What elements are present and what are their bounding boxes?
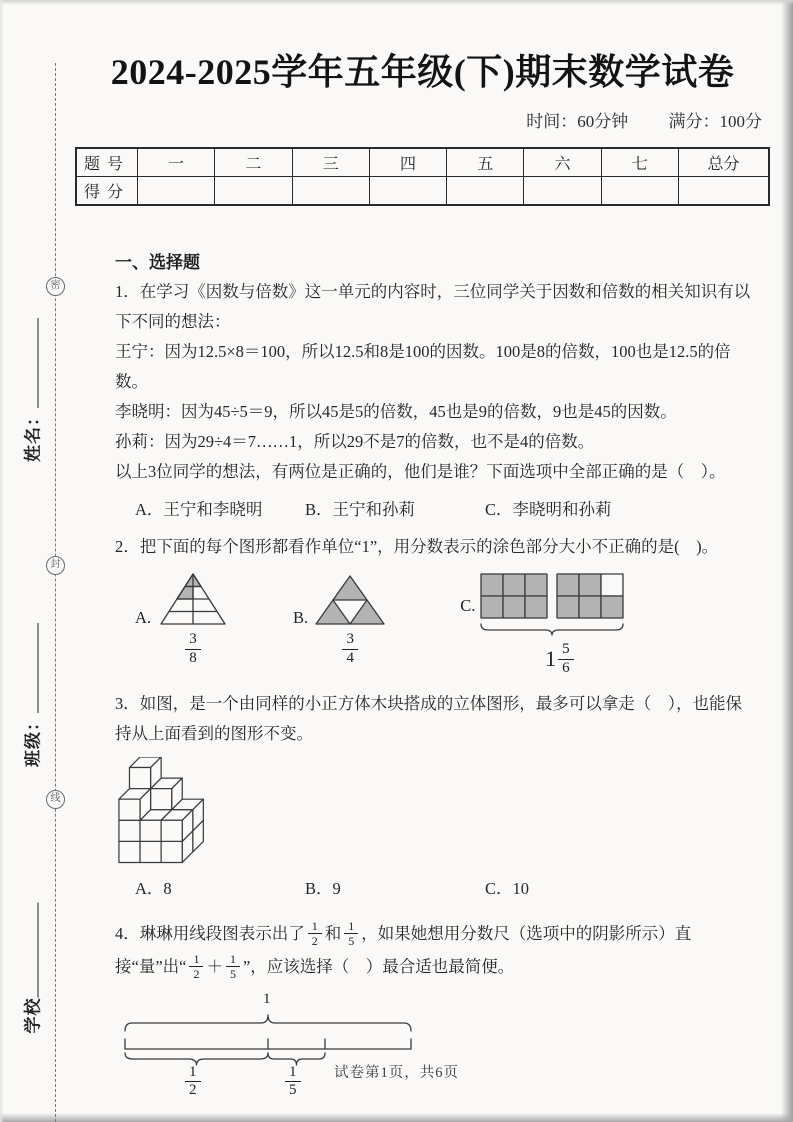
segment-whole-label: 1 [263, 990, 271, 1007]
exam-meta [75, 107, 762, 132]
q1-question: 以上3位同学的想法，有两位是正确的，他们是谁？下面选项中全部正确的是（ ）。 [115, 462, 726, 481]
q3-figure-wrap [110, 757, 770, 871]
q2-fraction-b: $\frac{3}{4}$ [342, 632, 358, 667]
q2-fraction-a: $\frac{3}{8}$ [185, 632, 201, 667]
school-blank-line [34, 903, 39, 998]
cube-stack-figure [110, 757, 207, 866]
score-table-cell: 三 [292, 148, 369, 177]
q3-option-c: C．10 [485, 878, 530, 898]
q2-mixed-number-c: 1 $\frac{5}{6}$ [545, 642, 574, 677]
q3-option-b: B．9 [305, 878, 341, 898]
score-table-header-row [76, 148, 769, 177]
triangle-figure-a [155, 572, 231, 628]
score-table-score-row [76, 177, 769, 206]
segment-half-label: $\frac{1}{2}$ [185, 1065, 201, 1100]
seal-marker-xian: 线 [46, 790, 65, 809]
page-title: 2024-2025学年五年级(下)期末数学试卷 [110, 52, 735, 92]
triangle-figure-b [312, 572, 388, 628]
name-label: 姓名： [23, 408, 43, 462]
section-heading-choice: 一、选择题 [115, 253, 200, 272]
score-empty-cell [215, 177, 292, 206]
score-empty-cell [447, 177, 524, 206]
page-content [75, 0, 770, 1099]
full-score-label: 满分：100分 [668, 112, 762, 131]
score-empty-cell [138, 177, 215, 206]
time-label: 时间：60分钟 [526, 112, 629, 131]
q1-option-c: C．李晓明和孙莉 [485, 500, 612, 519]
q1-wangning: 王宁：因为12.5×8＝100，所以12.5和8是100的因数。100是8的倍数，100也是12.5的倍数。 [115, 342, 731, 391]
q1-options [75, 496, 770, 524]
q2-option-c-figure [460, 572, 639, 677]
q2-option-a-figure [135, 572, 231, 667]
name-blank-line [34, 318, 39, 408]
q4-text: 4．琳琳用线段图表示出了 $\frac{1}{2}$ 和 $\frac{1}{5}$ ，如果她想用分数尺（选项中的阴影所示）直接“量”出“ $\frac{1}{2}$ ＋ $\frac{1}{5}$ ”，应该选择（ ）最合适也最简便。 [115, 918, 692, 982]
score-table-cell: 二 [215, 148, 292, 177]
score-table-cell: 题号 [76, 148, 138, 177]
school-field [19, 903, 44, 1034]
score-empty-cell [292, 177, 369, 206]
q1-sunli: 孙莉：因为29÷4＝7……1，所以29不是7的倍数，也不是4的倍数。 [115, 432, 595, 451]
score-table-cell: 四 [369, 148, 446, 177]
q1-option-b: B．王宁和孙莉 [305, 500, 416, 519]
class-field [19, 623, 44, 767]
q3-options [75, 875, 770, 903]
segment-fifth-label: $\frac{1}{5}$ [285, 1065, 301, 1100]
score-table-cell: 七 [601, 148, 678, 177]
grid-figure-c [479, 572, 639, 638]
class-blank-line [34, 623, 39, 713]
class-label: 班级： [23, 713, 43, 767]
seal-marker-feng: 封 [46, 556, 65, 575]
score-empty-cell [369, 177, 446, 206]
q2-option-b-label: B. [293, 608, 309, 627]
q1-text: 1．在学习《因数与倍数》这一单元的内容时，三位同学关于因数和倍数的相关知识有以下不同的想法： [115, 282, 751, 331]
q1-option-a: A．王宁和李晓明 [135, 500, 263, 519]
score-table-cell: 六 [524, 148, 601, 177]
score-empty-cell [601, 177, 678, 206]
q2-text: 2．把下面的每个图形都看作单位“1”，用分数表示的涂色部分大小不正确的是( )。 [115, 537, 719, 556]
name-field [19, 318, 44, 462]
score-empty-cell [524, 177, 601, 206]
score-table [75, 147, 770, 206]
q3-option-a: A．8 [135, 878, 172, 898]
scan-edge-left [0, 0, 4, 1122]
q2-figures [75, 572, 770, 677]
seal-dashed-line [55, 63, 56, 1122]
school-label: 学校 [23, 997, 43, 1034]
scan-edge-bottom [0, 1113, 793, 1122]
q2-option-b-figure [293, 572, 388, 667]
scan-edge-right [781, 0, 793, 1122]
q3-text: 3．如图，是一个由同样的小正方体木块搭成的立体图形，最多可以拿走（ ），也能保持从上面看到的图形不变。 [115, 693, 742, 743]
page-number-footer: 试卷第1页，共6页 [334, 1065, 459, 1081]
score-row-label: 得分 [76, 177, 138, 206]
score-table-cell: 五 [447, 148, 524, 177]
score-empty-cell [679, 177, 770, 206]
score-table-cell: 总分 [679, 148, 770, 177]
q2-option-a-label: A. [135, 608, 152, 627]
seal-marker-mi: 密 [46, 277, 65, 296]
score-table-cell: 一 [138, 148, 215, 177]
q1-lixiaoming: 李晓明：因为45÷5＝9，所以45是5的倍数，45也是9的倍数，9也是45的因数。 [115, 402, 677, 421]
q2-option-c-label: C. [460, 596, 476, 615]
